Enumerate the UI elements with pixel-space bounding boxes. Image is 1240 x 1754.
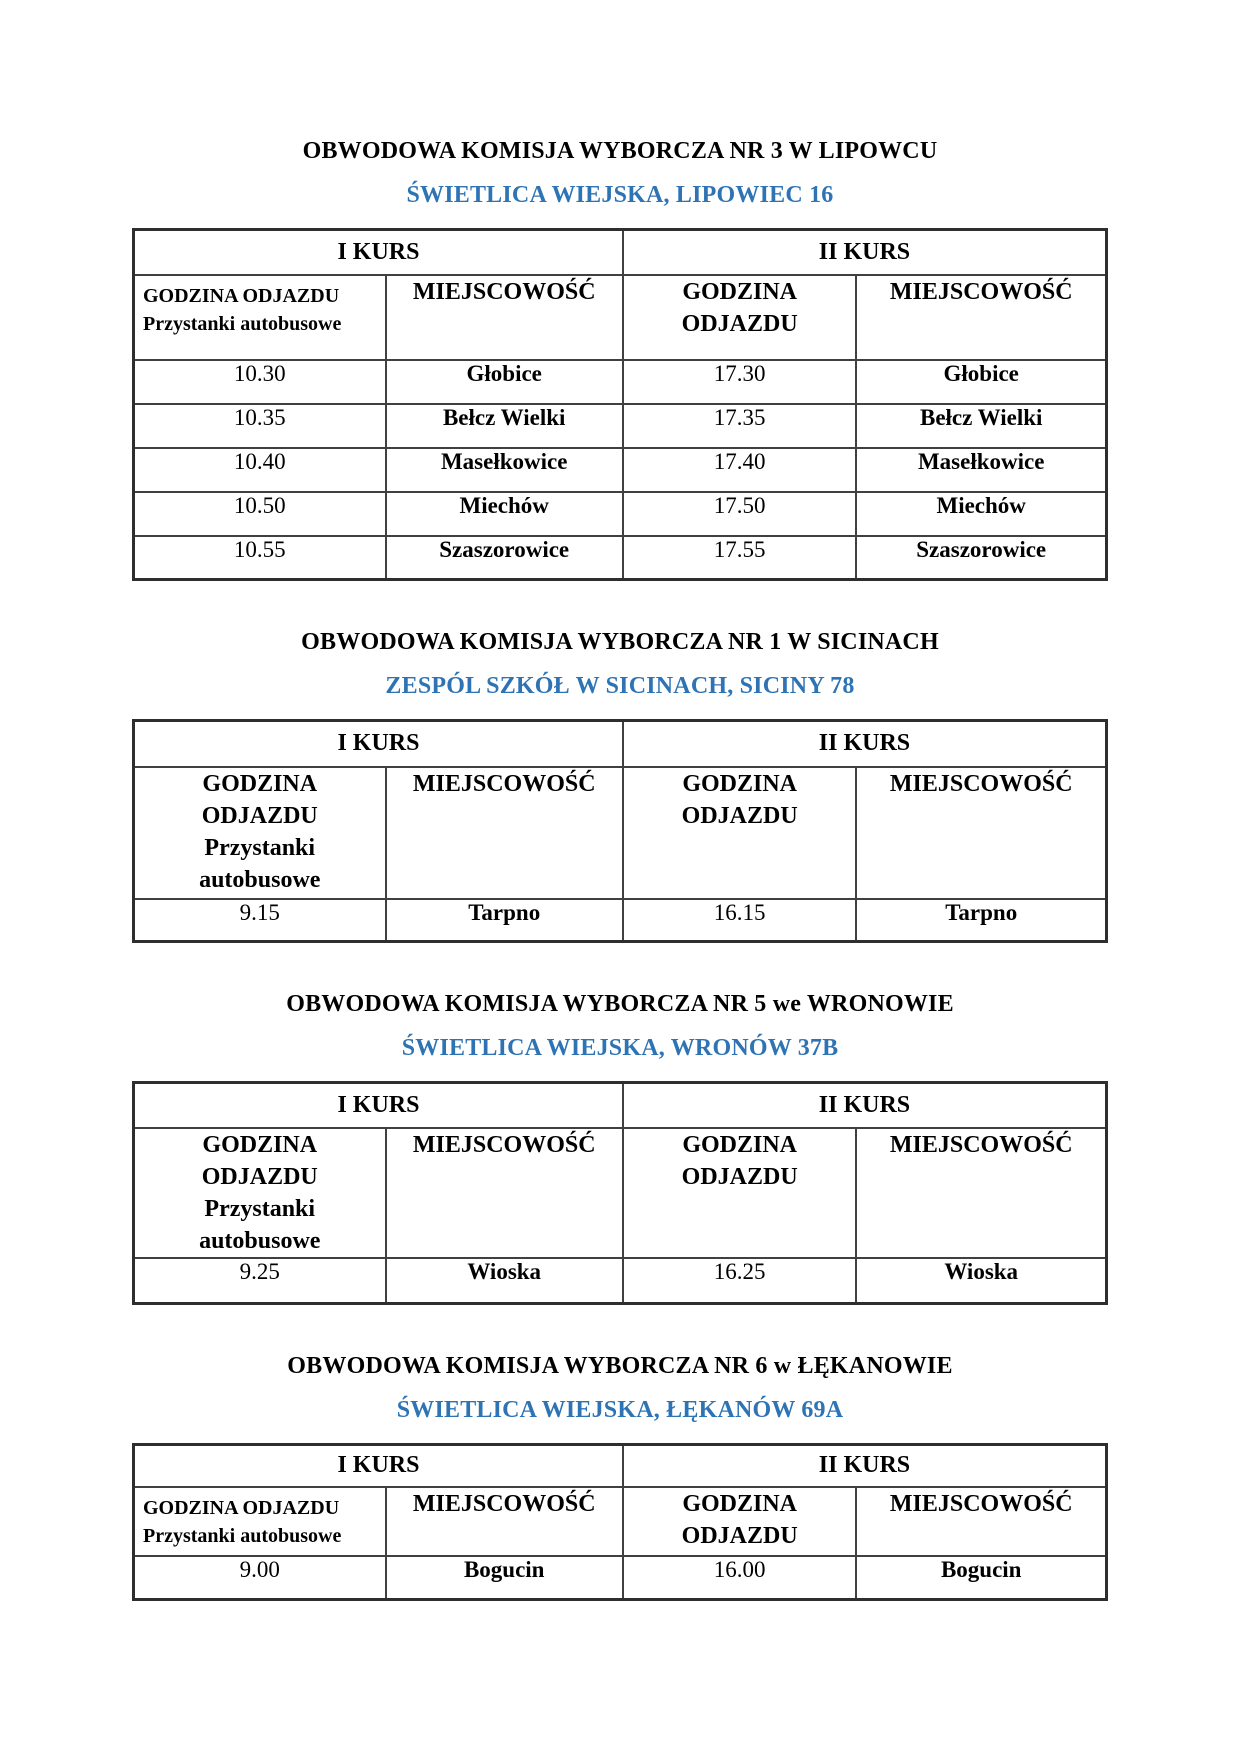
place-cell: Masełkowice (386, 448, 623, 492)
table-row (134, 492, 1107, 536)
departure-time-header-line: ODJAZDU (681, 1523, 798, 1550)
departure-time-header-line: GODZINA (682, 770, 797, 797)
departure-time-header-line: GODZINA (682, 1491, 797, 1518)
course-2-header: II KURS (623, 230, 1107, 275)
departure-time-header (623, 275, 857, 360)
bus-stops-header-line: Przystanki autobusowe (143, 312, 342, 335)
departure-time-header-line: GODZINA (682, 278, 797, 305)
section-subtitle: ŚWIETLICA WIEJSKA, ŁĘKANÓW 69A (396, 1396, 844, 1423)
course-1-header: I KURS (134, 1444, 623, 1487)
departure-time-header-line: GODZINA ODJAZDU (143, 1497, 340, 1520)
section-subtitle: ZESPÓL SZKÓŁ W SICINACH, SICINY 78 (385, 673, 855, 699)
course-1-header: I KURS (134, 721, 623, 767)
departure-time-cell: 17.50 (623, 492, 857, 536)
departure-time-cell: 9.00 (134, 1556, 386, 1599)
column-header-row (134, 1128, 1107, 1259)
bus-schedule-table (132, 228, 1108, 581)
table-row (134, 360, 1107, 404)
departure-time-header (134, 767, 386, 899)
place-cell: Tarpno (386, 899, 623, 942)
commission-section (132, 989, 1108, 1305)
course-1-header: I KURS (134, 1083, 623, 1128)
place-cell: Wioska (856, 1258, 1106, 1303)
course-2-header: II KURS (623, 1083, 1107, 1128)
place-cell: Głobice (856, 360, 1106, 404)
table-row (134, 448, 1107, 492)
place-header: MIEJSCOWOŚĆ (386, 767, 623, 899)
place-cell: Bełcz Wielki (386, 404, 623, 448)
course-2-header: II KURS (623, 721, 1107, 767)
column-header-row (134, 767, 1107, 899)
course-header-row (134, 1083, 1107, 1128)
table-row (134, 404, 1107, 448)
course-header-row (134, 230, 1107, 275)
departure-time-header-line: ODJAZDU (681, 1163, 798, 1190)
departure-time-cell: 16.15 (623, 899, 857, 942)
section-subtitle: ŚWIETLICA WIEJSKA, WRONÓW 37B (401, 1035, 839, 1061)
table-row (134, 536, 1107, 580)
place-header: MIEJSCOWOŚĆ (386, 1128, 623, 1259)
bus-stops-header-line: Przystanki (204, 1195, 316, 1222)
departure-time-header (623, 1128, 857, 1259)
section-title: OBWODOWA KOMISJA WYBORCZA NR 6 w ŁĘKANOWIE (287, 1352, 953, 1379)
place-header: MIEJSCOWOŚĆ (856, 1128, 1106, 1259)
departure-time-cell: 16.00 (623, 1556, 857, 1599)
departure-time-header-line: GODZINA ODJAZDU (143, 284, 340, 307)
commission-section (132, 1351, 1108, 1601)
departure-time-cell: 10.40 (134, 448, 386, 492)
place-cell: Głobice (386, 360, 623, 404)
departure-time-cell: 17.30 (623, 360, 857, 404)
place-cell: Szaszorowice (856, 536, 1106, 580)
departure-time-cell: 17.35 (623, 404, 857, 448)
place-header: MIEJSCOWOŚĆ (856, 1487, 1106, 1556)
table-row (134, 899, 1107, 942)
commission-section (132, 627, 1108, 943)
section-title: OBWODOWA KOMISJA WYBORCZA NR 5 we WRONOWIE (286, 991, 954, 1017)
departure-time-cell: 10.55 (134, 536, 386, 580)
place-cell: Wioska (386, 1258, 623, 1303)
departure-time-cell: 10.35 (134, 404, 386, 448)
place-header: MIEJSCOWOŚĆ (386, 1487, 623, 1556)
bus-stops-header-line: Przystanki autobusowe (143, 1525, 342, 1548)
place-header: MIEJSCOWOŚĆ (386, 275, 623, 360)
bus-schedule-table (132, 1081, 1108, 1305)
departure-time-cell: 17.40 (623, 448, 857, 492)
bus-stops-header-line: autobusowe (199, 1227, 321, 1254)
departure-time-header-line: GODZINA (682, 1131, 797, 1158)
place-cell: Bogucin (386, 1556, 623, 1599)
section-subtitle: ŚWIETLICA WIEJSKA, LIPOWIEC 16 (406, 182, 834, 208)
bus-stops-header-line: Przystanki (204, 834, 316, 861)
commission-section (132, 136, 1108, 581)
section-title: OBWODOWA KOMISJA WYBORCZA NR 3 W LIPOWCU (302, 138, 938, 164)
column-header-row (134, 1487, 1107, 1556)
departure-time-header-line: GODZINA (202, 1131, 318, 1158)
place-header: MIEJSCOWOŚĆ (856, 767, 1106, 899)
section-title: OBWODOWA KOMISJA WYBORCZA NR 1 W SICINACH (301, 629, 939, 655)
departure-time-header-line: ODJAZDU (201, 802, 318, 829)
place-cell: Miechów (856, 492, 1106, 536)
place-cell: Szaszorowice (386, 536, 623, 580)
departure-time-cell: 10.30 (134, 360, 386, 404)
departure-time-cell: 9.15 (134, 899, 386, 942)
column-header-row (134, 275, 1107, 360)
departure-time-header-line: GODZINA (202, 770, 318, 797)
course-header-row (134, 1444, 1107, 1487)
place-cell: Bogucin (856, 1556, 1106, 1599)
departure-time-cell: 16.25 (623, 1258, 857, 1303)
place-header: MIEJSCOWOŚĆ (856, 275, 1106, 360)
table-row (134, 1556, 1107, 1599)
departure-time-header-line: ODJAZDU (681, 802, 798, 829)
departure-time-header (623, 767, 857, 899)
departure-time-header (134, 1487, 386, 1556)
departure-time-cell: 9.25 (134, 1258, 386, 1303)
bus-schedule-table (132, 1443, 1108, 1601)
departure-time-cell: 10.50 (134, 492, 386, 536)
course-1-header: I KURS (134, 230, 623, 275)
course-2-header: II KURS (623, 1444, 1107, 1487)
course-header-row (134, 721, 1107, 767)
bus-schedule-table (132, 719, 1108, 943)
departure-time-header (134, 1128, 386, 1259)
place-cell: Tarpno (856, 899, 1106, 942)
bus-stops-header-line: autobusowe (199, 866, 321, 893)
table-row (134, 1258, 1107, 1303)
place-cell: Miechów (386, 492, 623, 536)
place-cell: Masełkowice (856, 448, 1106, 492)
departure-time-header (134, 275, 386, 360)
departure-time-header-line: ODJAZDU (681, 310, 798, 337)
departure-time-cell: 17.55 (623, 536, 857, 580)
departure-time-header-line: ODJAZDU (201, 1163, 318, 1190)
departure-time-header (623, 1487, 857, 1556)
place-cell: Bełcz Wielki (856, 404, 1106, 448)
